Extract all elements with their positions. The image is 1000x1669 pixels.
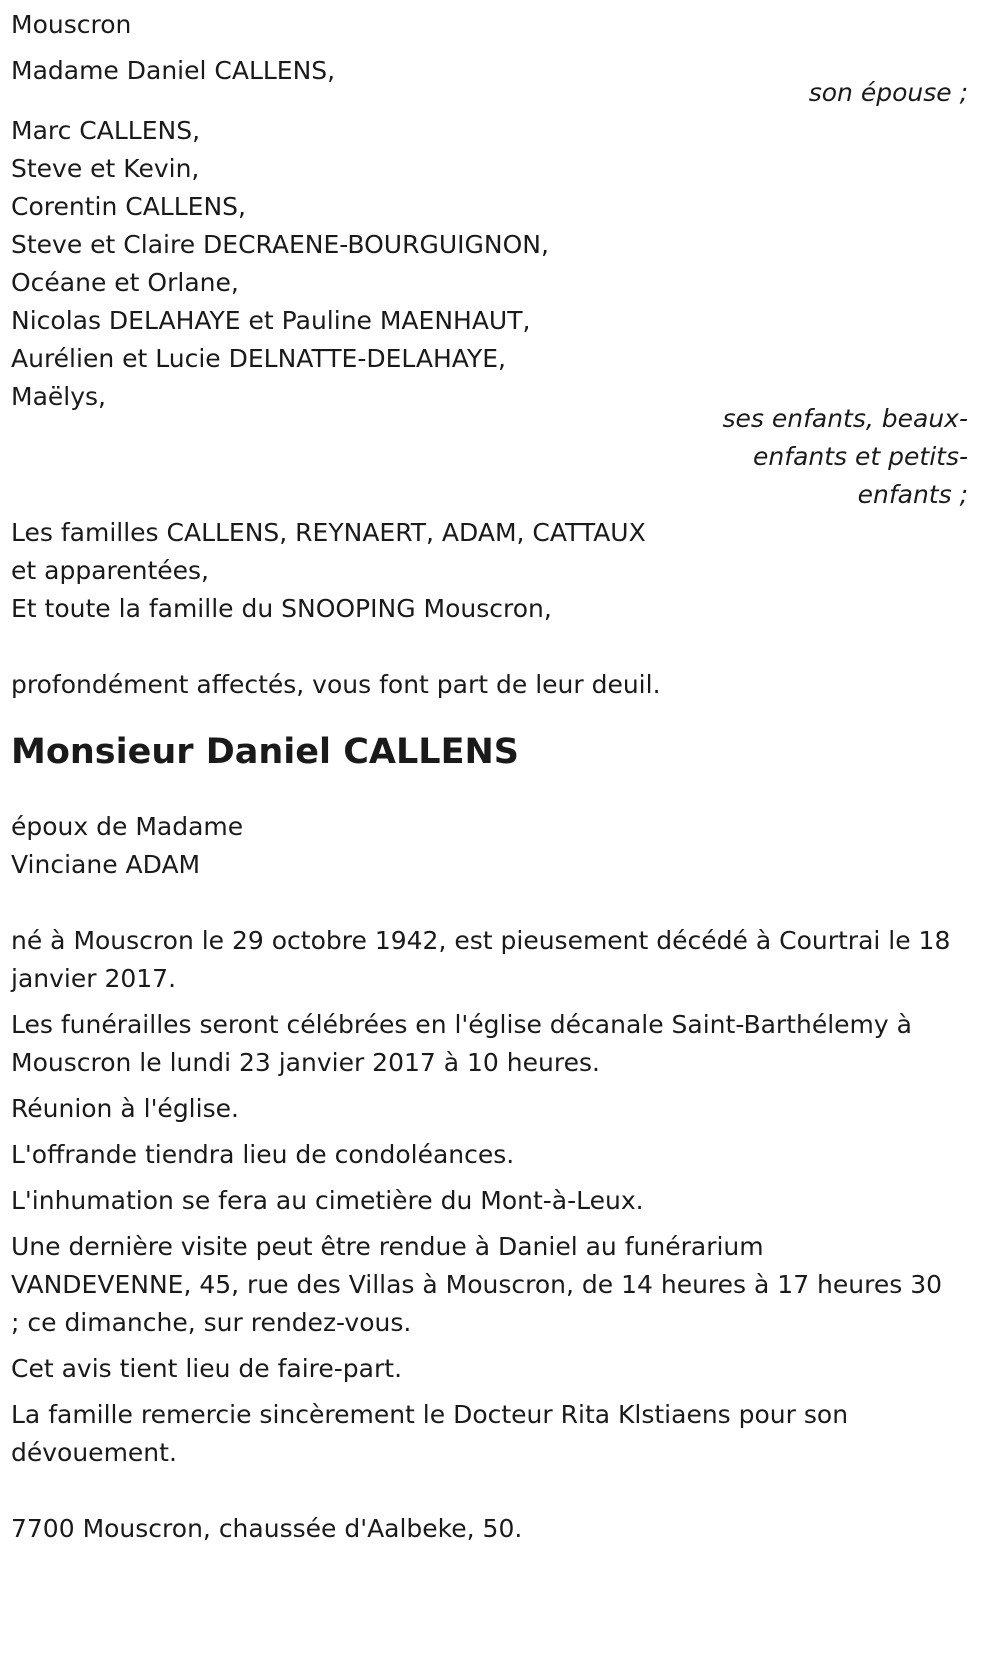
burial-paragraph: L'inhumation se fera au cimetière du Mont-à-Leux. (11, 1186, 644, 1215)
visit-paragraph: Une dernière visite peut être rendue à Daniel au funérarium VANDEVENNE, 45, rue des Villas à Mouscron, de 14 heures à 17 heures 30 ; ce dimanche, sur rendez-vous. (11, 1232, 943, 1337)
family-line: et apparentées, (11, 556, 209, 585)
family-address: 7700 Mouscron, chaussée d'Aalbeke, 50. (11, 1514, 523, 1543)
announcement-text: profondément affectés, vous font part de leur deuil. (11, 670, 661, 699)
relation-line: enfants ; (857, 480, 968, 509)
spouse-of-line: Vinciane ADAM (11, 850, 201, 879)
meeting-paragraph: Réunion à l'église. (11, 1094, 239, 1123)
location-heading: Mouscron (11, 10, 132, 39)
relation-line: enfants et petits- (753, 442, 968, 471)
child-line: Corentin CALLENS, (11, 192, 246, 221)
family-line: Et toute la famille du SNOOPING Mouscron, (11, 594, 552, 623)
child-line: Aurélien et Lucie DELNATTE-DELAHAYE, (11, 344, 506, 373)
funeral-paragraph: Les funérailles seront célébrées en l'église décanale Saint-Barthélemy à Mouscron le lundi 23 janvier 2017 à 10 heures. (11, 1010, 912, 1077)
thanks-paragraph: La famille remercie sincèrement le Docteur Rita Klstiaens pour son dévouement. (11, 1400, 849, 1467)
family-line: Les familles CALLENS, REYNAERT, ADAM, CATTAUX (11, 518, 646, 547)
deceased-name: Monsieur Daniel CALLENS (11, 732, 520, 772)
children-relation (11, 400, 988, 514)
families-list (11, 514, 988, 628)
child-line: Steve et Claire DECRAENE-BOURGUIGNON, (11, 230, 549, 259)
child-line: Maëlys, (11, 382, 106, 411)
child-line: Steve et Kevin, (11, 154, 200, 183)
birth-death-paragraph: né à Mouscron le 29 octobre 1942, est pieusement décédé à Courtrai le 18 janvier 2017. (11, 926, 951, 993)
offering-paragraph: L'offrande tiendra lieu de condoléances. (11, 1140, 515, 1169)
spouse-of-line: époux de Madame (11, 812, 244, 841)
notice-paragraph: Cet avis tient lieu de faire-part. (11, 1354, 403, 1383)
child-line: Océane et Orlane, (11, 268, 239, 297)
children-list (11, 112, 988, 416)
spouse-name: Madame Daniel CALLENS, (11, 56, 336, 85)
notice-body (11, 922, 988, 1472)
spouse-relation: son épouse ; (808, 78, 968, 107)
relation-line: ses enfants, beaux- (722, 404, 968, 433)
child-line: Marc CALLENS, (11, 116, 201, 145)
child-line: Nicolas DELAHAYE et Pauline MAENHAUT, (11, 306, 531, 335)
